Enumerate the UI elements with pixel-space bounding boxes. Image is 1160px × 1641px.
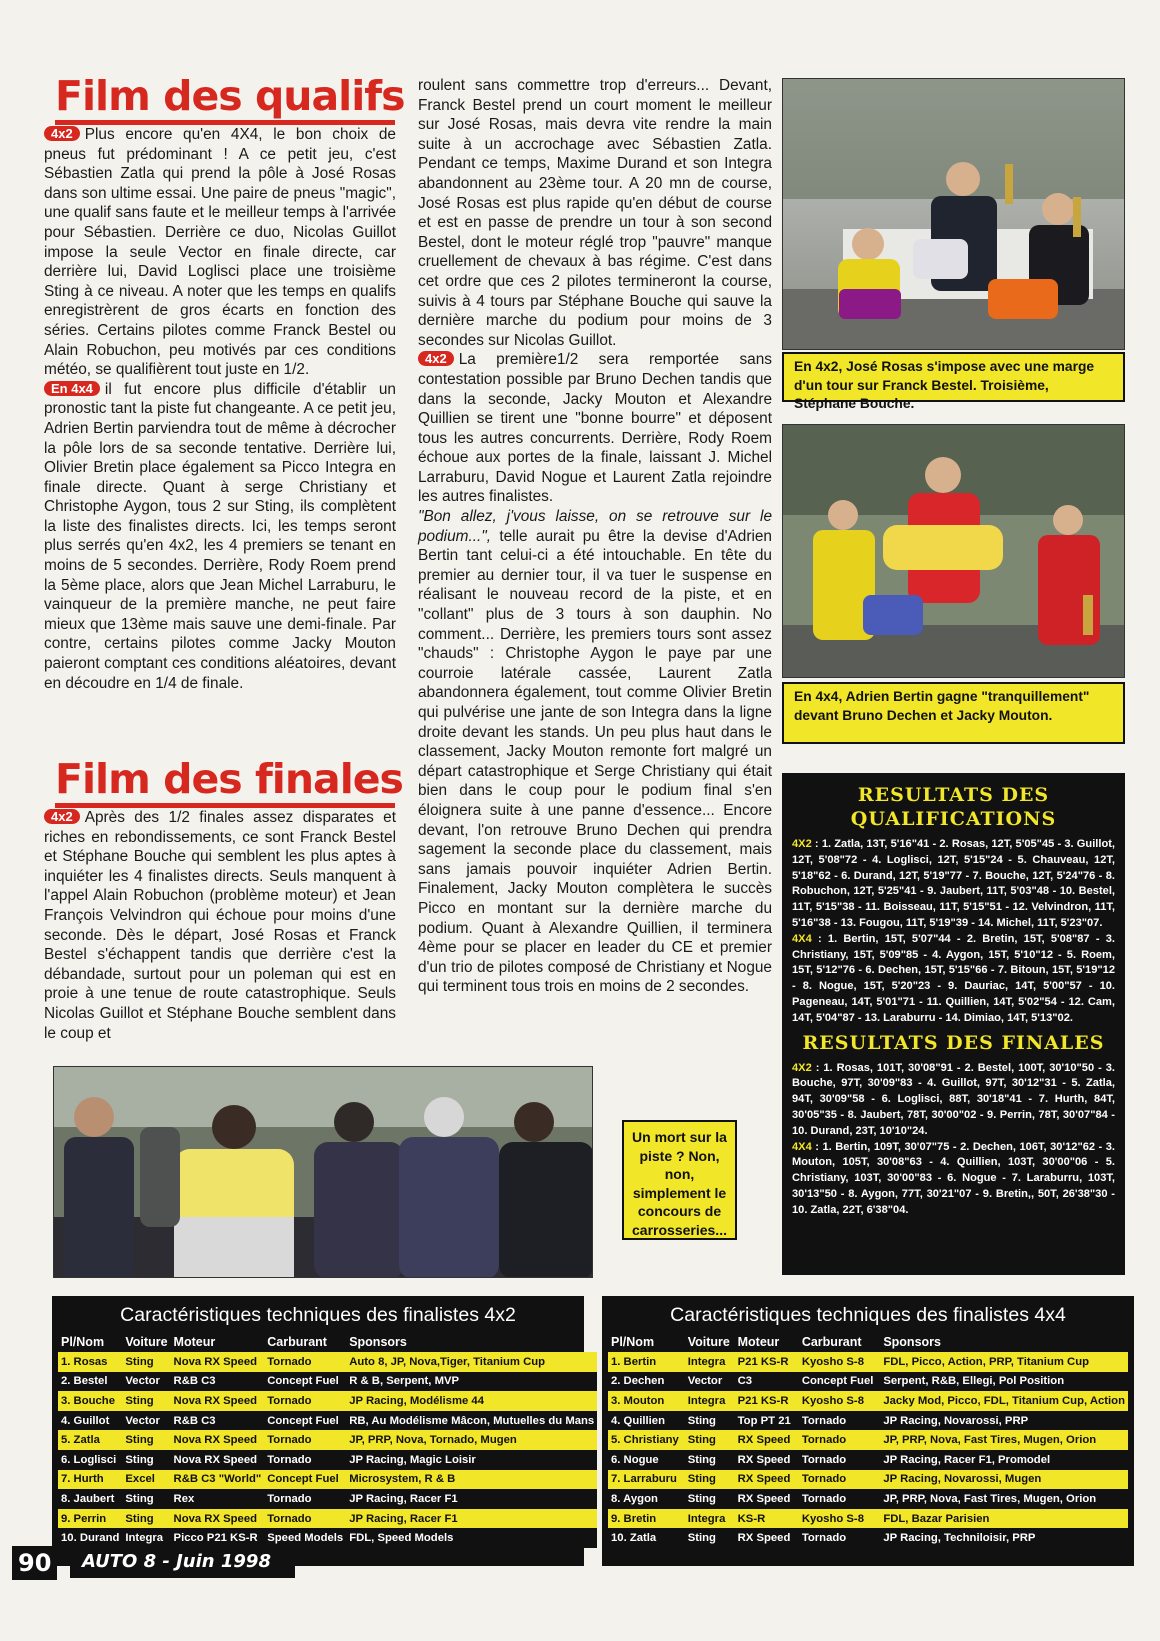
results-box	[782, 773, 1125, 1275]
table-cell: Concept Fuel	[799, 1372, 881, 1392]
table-cell: Nova RX Speed	[171, 1509, 265, 1529]
podium-4x4-photo	[782, 424, 1125, 678]
table-cell: 4. Guillot	[58, 1411, 122, 1431]
table-cell: Vector	[685, 1372, 735, 1392]
table-cell: RX Speed	[735, 1430, 799, 1450]
qualifications-results-title: RESULTATS DES QUALIFICATIONS	[850, 784, 1057, 830]
table-cell: Sting	[122, 1430, 170, 1450]
qualifs-paragraph-4x2: 4x2 Plus encore qu'en 4X4, le bon choix de pneus fut prédominant ! A ce petit jeu, c'est Sébastien Zatla qui prend la pôle à José Rosas dans son ultime essai. Une paire de pneus "magic", une qualif sans faute et le meilleur temps à l'arrivée pour Sébastien. Derrière ce duo, Nicolas Guillot impose la seule Vector en finale directe, car derrière lui, David Loglisci place une troisième Sting à ce niveau. A noter que les temps en qualifs enregistrèrent de gros écarts en fonction des séries. Certains pilotes comme Franck Bestel ou Alain Robuchon, peu motivés par ces conditions météo, se qualifièrent tout juste en 1/2.	[44, 126, 396, 379]
table-cell: Concept Fuel	[264, 1470, 346, 1490]
table-cell: R&B C3 "World"	[171, 1470, 265, 1490]
table-cell: 6. Nogue	[608, 1450, 685, 1470]
table-cell: Picco P21 KS-R	[171, 1528, 265, 1548]
table-cell: Serpent, R&B, Ellegi, Pol Position	[880, 1372, 1128, 1392]
table-row	[608, 1391, 1128, 1411]
table-cell: 10. Zatla	[608, 1528, 685, 1548]
table-cell: Integra	[685, 1509, 735, 1529]
middle-paragraph-1: roulent sans commettre trop d'erreurs... Devant, Franck Bestel prend un court moment le meilleur sur José Rosas, mais devra vite rendre la main suite à un accrochage avec Sébastien Zatla. Pendant ce temps, Maxime Durand et son Integra abandonnent au 23ème tour. A 20 mn de course, José Rosas est plus rapide qu'en début de course et est en passe de prendre un tour à son second Bestel, dont le moteur réglé trop "pauvre" manque cruellement de chevaux à bas régime. C'est dans cet ordre que ces 2 pilotes termineront la course, suivis à 4 tours par Stéphane Bouche qui sauve la dernière marche du podium pour moins de 3 secondes sur Nicolas Guillot.	[418, 77, 772, 349]
table-row	[608, 1509, 1128, 1529]
finales-results-title: RESULTATS DES FINALES	[802, 1031, 1105, 1054]
table-cell: Vector	[122, 1372, 170, 1392]
table-cell: 8. Jaubert	[58, 1489, 122, 1509]
table-row	[608, 1528, 1128, 1548]
table-cell: R&B C3	[171, 1411, 265, 1431]
table-cell: Tornado	[264, 1430, 346, 1450]
qualifs-article	[44, 125, 396, 693]
table-row	[608, 1470, 1128, 1490]
table-cell: P21 KS-R	[735, 1391, 799, 1411]
table-cell: Sting	[685, 1528, 735, 1548]
col-header: Carburant	[267, 1335, 327, 1349]
table-cell: Sting	[685, 1470, 735, 1490]
qualifs-title: Film des qualifs	[55, 72, 405, 120]
table-cell: Nova RX Speed	[171, 1352, 265, 1372]
table-cell: JP Racing, Magic Loisir	[346, 1450, 597, 1470]
table-cell: Concept Fuel	[264, 1372, 346, 1392]
table-row	[608, 1489, 1128, 1509]
table-cell: Jacky Mod, Picco, FDL, Titanium Cup, Action	[880, 1391, 1128, 1411]
table-row	[58, 1528, 597, 1548]
crowd-caption: Un mort sur la piste ? Non, non, simplement le concours de carrosseries...	[622, 1120, 737, 1240]
table-cell: RB, Au Modélisme Mâcon, Mutuelles du Mans	[346, 1411, 597, 1431]
table-cell: 3. Bouche	[58, 1391, 122, 1411]
table-cell: Tornado	[799, 1528, 881, 1548]
table-cell: 3. Mouton	[608, 1391, 685, 1411]
middle-paragraph-2: 4x2 La première1/2 sera remportée sans contestation possible par Bruno Dechen tandis que dans la seconde, Jacky Mouton et Alexandre Quillien se tirent une "bonne bourre" et déposent tous les autres concurrents. Derrière, Rody Roem échoue aux portes de la finale, laissant J. Michel Larraburu, David Nogue et Laurent Zatla rejoindre les autres finalistes.	[418, 351, 772, 506]
table-cell: Sting	[685, 1411, 735, 1431]
quote: "Bon allez, j'vous laisse, on se retrouve sur le podium...",	[418, 508, 772, 545]
col-header: Sponsors	[349, 1335, 407, 1349]
table-cell: Concept Fuel	[264, 1411, 346, 1431]
table-row	[58, 1391, 597, 1411]
magazine-issue: AUTO 8 - Juin 1998	[70, 1546, 295, 1578]
col-header: Moteur	[737, 1335, 780, 1349]
category-tag-4x2: 4x2	[418, 351, 454, 366]
category-tag-4x4: En 4x4	[44, 381, 100, 396]
col-header: Voiture	[687, 1335, 730, 1349]
table-cell: Excel	[122, 1470, 170, 1490]
table-cell: Auto 8, JP, Nova,Tiger, Titanium Cup	[346, 1352, 597, 1372]
finales-article	[44, 808, 396, 1043]
table-cell: 9. Bretin	[608, 1509, 685, 1529]
table-cell: 2. Bestel	[58, 1372, 122, 1392]
page-number: 90	[12, 1546, 57, 1580]
table-cell: 4. Quillien	[608, 1411, 685, 1431]
table-cell: JP Racing, Novarossi, Mugen	[880, 1470, 1128, 1490]
table-cell: JP, PRP, Nova, Tornado, Mugen	[346, 1430, 597, 1450]
table-cell: Sting	[685, 1450, 735, 1470]
table-cell: Nova RX Speed	[171, 1430, 265, 1450]
table-cell: JP, PRP, Nova, Fast Tires, Mugen, Orion	[880, 1489, 1128, 1509]
tech-table-4x2	[52, 1296, 595, 1566]
table-row	[58, 1411, 597, 1431]
col-header: Moteur	[173, 1335, 216, 1349]
table-cell: Tornado	[264, 1489, 346, 1509]
middle-paragraph-3: "Bon allez, j'vous laisse, on se retrouve sur le podium...", telle aurait pu être la devise d'Adrien Bertin tant celui-ci a été intouchable. En tête du premier au dernier tour, il va tuer le suspense en réalisant le nouveau record de la piste, et en "collant" plus de 3 tours à son dauphin. No comment... Derrière, les premiers tours sont assez "chauds" : Christophe Aygon le paye par une courroie latérale cassée, Laurent Zatla abandonnera également, tout comme Olivier Bretin qui pulvérise une jante de son Integra dans la ligne droite devant les stands. Un peu plus haut dans le classement, Jacky Mouton remonte fort malgré un départ catastrophique et Serge Christiany qui était bien dans le coup pour le podium final s'en éloignera suite à une panne d'essence... Encore devant, l'on retrouve Bruno Dechen qui prendra sagement la seconde place du classement, mais sans jamais pouvoir inquiéter Adrien Bertin. Finalement, Jacky Mouton complètera le succès Picco en montant sur la dernière marche du podium. Quant à Alexandre Quillien, il terminera 4ème pour se placer en leader du CE et premier d'un trio de pilotes composé de Christiany et Nogue qui terminent tous trois en moins de 2 secondes.	[418, 508, 772, 996]
table-cell: RX Speed	[735, 1489, 799, 1509]
podium-4x2-caption: En 4x2, José Rosas s'impose avec une marge d'un tour sur Franck Bestel. Troisième, Stéphane Bouche.	[782, 352, 1125, 402]
qualifs-paragraph-4x4: En 4x4 il fut encore plus difficile d'établir un pronostic tant la piste fut changeante. A ce petit jeu, Adrien Bertin parviendra tout de même à décrocher la pôle lors de sa seconde tentative. Derrière lui, Olivier Bretin place également sa Picco Integra en finale directe. Quant à serge Christiany et Christophe Aygon, tous 2 sur Sting, ils complètent la liste des finalistes directs. Ici, les temps seront plus serrés qu'en 4x2, les 4 premiers se tenant en moins de 5 secondes. Derrière, Rody Roem prend la 5ème place, alors que Jean Michel Larraburu, le vainqueur de la première manche, ne peut faire mieux que 13ème mais sauve une demi-finale. Par contre, certains pilotes comme Jacky Mouton paieront comptant ces conditions aléatoires, devant en découdre en 1/4 de finale.	[44, 380, 396, 692]
qualifications-4x4-results: 4X4 : 1. Bertin, 15T, 5'07"44 - 2. Bretin, 15T, 5'08"87 - 3. Christiany, 15T, 5'09"85 - 4. Aygon, 15T, 5'10"12 - 5. Roem, 15T, 5'12"76 - 6. Dechen, 15T, 5'15"66 - 7. Bitoun, 15T, 5'19"12 - 8. Nogue, 15T, 5'20"23 - 9. Dauriac, 14T, 5'00"57 - 10. Pageneau, 14T, 5'01"71 - 11. Quillien, 14T, 5'02"54 - 12. Cam, 14T, 5'04"87 - 13. Laraburru - 14. Dimiao, 14T, 5'13"02.	[792, 932, 1115, 1024]
table-row	[58, 1450, 597, 1470]
category-tag-4x2: 4x2	[44, 126, 80, 141]
podium-4x4-caption: En 4x4, Adrien Bertin gagne "tranquillement" devant Bruno Dechen et Jacky Mouton.	[782, 682, 1125, 744]
table-cell: Top PT 21	[735, 1411, 799, 1431]
table-row	[58, 1372, 597, 1392]
table-cell: Microsystem, R & B	[346, 1470, 597, 1490]
table-cell: Tornado	[799, 1430, 881, 1450]
table-cell: 2. Dechen	[608, 1372, 685, 1392]
table-row	[608, 1352, 1128, 1372]
table-row	[58, 1430, 597, 1450]
table-cell: Nova RX Speed	[171, 1391, 265, 1411]
table-cell: FDL, Bazar Parisien	[880, 1509, 1128, 1529]
table-cell: Tornado	[264, 1352, 346, 1372]
table-cell: JP Racing, Racer F1, Promodel	[880, 1450, 1128, 1470]
finales-4x2-results: 4X2 : 1. Rosas, 101T, 30'08"91 - 2. Bestel, 100T, 30'10"50 - 3. Bouche, 97T, 30'09"83 - 4. Guillot, 97T, 30'12"31 - 5. Zatla, 94T, 30'09"58 - 6. Loglisci, 88T, 30'18"41 - 7. Hurth, 84T, 30'05"35 - 8. Jaubert, 78T, 30'00"02 - 9. Perrin, 78T, 30'07"84 - 10. Durand, 23T, 10'10"24.	[792, 1061, 1115, 1137]
table-cell: RX Speed	[735, 1470, 799, 1490]
table-header-row	[58, 1332, 597, 1352]
table-cell: Tornado	[799, 1411, 881, 1431]
table-cell: JP Racing, Novarossi, PRP	[880, 1411, 1128, 1431]
table-row	[608, 1430, 1128, 1450]
tech-table-4x4	[602, 1296, 1134, 1566]
table-cell: Speed Models	[264, 1528, 346, 1548]
crowd-photo	[53, 1066, 593, 1278]
table-cell: KS-R	[735, 1509, 799, 1529]
table-cell: Tornado	[799, 1489, 881, 1509]
table-cell: Integra	[122, 1528, 170, 1548]
table-row	[58, 1489, 597, 1509]
table-row	[608, 1450, 1128, 1470]
col-header: Carburant	[801, 1335, 862, 1349]
table-cell: 7. Larraburu	[608, 1470, 685, 1490]
table-cell: 5. Christiany	[608, 1430, 685, 1450]
table-cell: Rex	[171, 1489, 265, 1509]
table-cell: C3	[735, 1372, 799, 1392]
middle-article	[418, 76, 772, 997]
tech-table-4x2-grid	[58, 1332, 597, 1548]
finales-4x4-results: 4X4 : 1. Bertin, 109T, 30'07"75 - 2. Dechen, 106T, 30'12"62 - 3. Mouton, 105T, 30'08"63 - 4. Quillien, 103T, 30'00"06 - 5. Christiany, 103T, 30'00"83 - 6. Nogue - 7. Laraburru, 103T, 30'13"50 - 8. Aygon, 77T, 30'21"07 - 9. Bretin,, 50T, 26'38"30 - 10. Zatla, 22T, 6'38"04.	[792, 1140, 1115, 1216]
finales-paragraph-4x2: 4x2 Après des 1/2 finales assez disparates et riches en rebondissements, ce sont Franck Bestel et Stéphane Bouche qui semblent les plus aptes à inquiéter les 4 finalistes directs. Seuls manquent à l'appel Alain Robuchon (problème moteur) et Jean François Velvindron qui échoue pour moins d'une seconde. Dès le départ, José Rosas et Franck Bestel s'échappent tandis que derrière c'est la débandade, surtout pour un poleman qui est en proie à une tenue de route catastrophique. Seuls Nicolas Guillot et Stéphane Bouche semblent dans le coup et	[44, 809, 396, 1042]
table-cell: Vector	[122, 1411, 170, 1431]
table-cell: Kyosho S-8	[799, 1509, 881, 1529]
table-row	[58, 1509, 597, 1529]
table-cell: 8. Aygon	[608, 1489, 685, 1509]
tech-table-4x4-title: Caractéristiques techniques des finalistes 4x4	[670, 1304, 1066, 1326]
table-cell: Integra	[685, 1391, 735, 1411]
table-cell: 1. Rosas	[58, 1352, 122, 1372]
table-cell: 6. Loglisci	[58, 1450, 122, 1470]
table-cell: Tornado	[264, 1509, 346, 1529]
table-cell: Integra	[685, 1352, 735, 1372]
table-cell: Sting	[122, 1352, 170, 1372]
table-cell: Sting	[122, 1509, 170, 1529]
table-cell: FDL, Picco, Action, PRP, Titanium Cup	[880, 1352, 1128, 1372]
table-cell: JP Racing, Racer F1	[346, 1489, 597, 1509]
table-row	[58, 1470, 597, 1490]
table-cell: R&B C3	[171, 1372, 265, 1392]
table-cell: JP Racing, Techniloisir, PRP	[880, 1528, 1128, 1548]
finales-title: Film des finales	[55, 755, 403, 803]
tech-table-4x4-grid	[608, 1332, 1128, 1548]
table-cell: JP Racing, Modélisme 44	[346, 1391, 597, 1411]
table-cell: Kyosho S-8	[799, 1391, 881, 1411]
table-cell: Tornado	[799, 1470, 881, 1490]
col-header: Pl/Nom	[611, 1335, 655, 1349]
table-cell: Tornado	[264, 1391, 346, 1411]
table-cell: Nova RX Speed	[171, 1450, 265, 1470]
table-cell: 10. Durand	[58, 1528, 122, 1548]
table-header-row	[608, 1332, 1128, 1352]
tech-table-4x2-title: Caractéristiques techniques des finalistes 4x2	[120, 1304, 516, 1326]
table-cell: 1. Bertin	[608, 1352, 685, 1372]
table-cell: Sting	[685, 1430, 735, 1450]
table-cell: 9. Perrin	[58, 1509, 122, 1529]
table-cell: RX Speed	[735, 1450, 799, 1470]
col-header: Voiture	[125, 1335, 168, 1349]
qualifications-4x2-results: 4X2 : 1. Zatla, 13T, 5'16"41 - 2. Rosas, 12T, 5'05"45 - 3. Guillot, 12T, 5'08"72 - 4. Loglisci, 12T, 5'15"24 - 5. Chauveau, 12T, 5'18"62 - 6. Durand, 12T, 5'19"77 - 7. Bouche, 12T, 5'24"76 - 8. Robuchon, 12T, 5'25"41 - 9. Jaubert, 11T, 5'03"48 - 10. Bestel, 11T, 5'15"38 - 11. Boisseau, 11T, 5'15"51 - 12. Velvindron, 11T, 5'16"38 - 13. Fougou, 11T, 5'19"39 - 14. Michel, 11T, 5'23"07.	[792, 838, 1115, 929]
table-cell: Sting	[122, 1450, 170, 1470]
col-header: Pl/Nom	[61, 1335, 105, 1349]
col-header: Sponsors	[883, 1335, 941, 1349]
table-cell: Tornado	[799, 1450, 881, 1470]
table-cell: 7. Hurth	[58, 1470, 122, 1490]
table-row	[58, 1352, 597, 1372]
table-cell: 5. Zatla	[58, 1430, 122, 1450]
table-cell: JP, PRP, Nova, Fast Tires, Mugen, Orion	[880, 1430, 1128, 1450]
category-tag-4x2: 4x2	[44, 809, 80, 824]
table-cell: FDL, Speed Models	[346, 1528, 597, 1548]
table-row	[608, 1372, 1128, 1392]
table-cell: Kyosho S-8	[799, 1352, 881, 1372]
table-cell: RX Speed	[735, 1528, 799, 1548]
table-cell: Sting	[122, 1391, 170, 1411]
table-cell: JP Racing, Racer F1	[346, 1509, 597, 1529]
podium-4x2-photo	[782, 78, 1125, 350]
table-cell: Tornado	[264, 1450, 346, 1470]
table-cell: P21 KS-R	[735, 1352, 799, 1372]
table-cell: Sting	[122, 1489, 170, 1509]
table-cell: Sting	[685, 1489, 735, 1509]
table-cell: R & B, Serpent, MVP	[346, 1372, 597, 1392]
table-row	[608, 1411, 1128, 1431]
